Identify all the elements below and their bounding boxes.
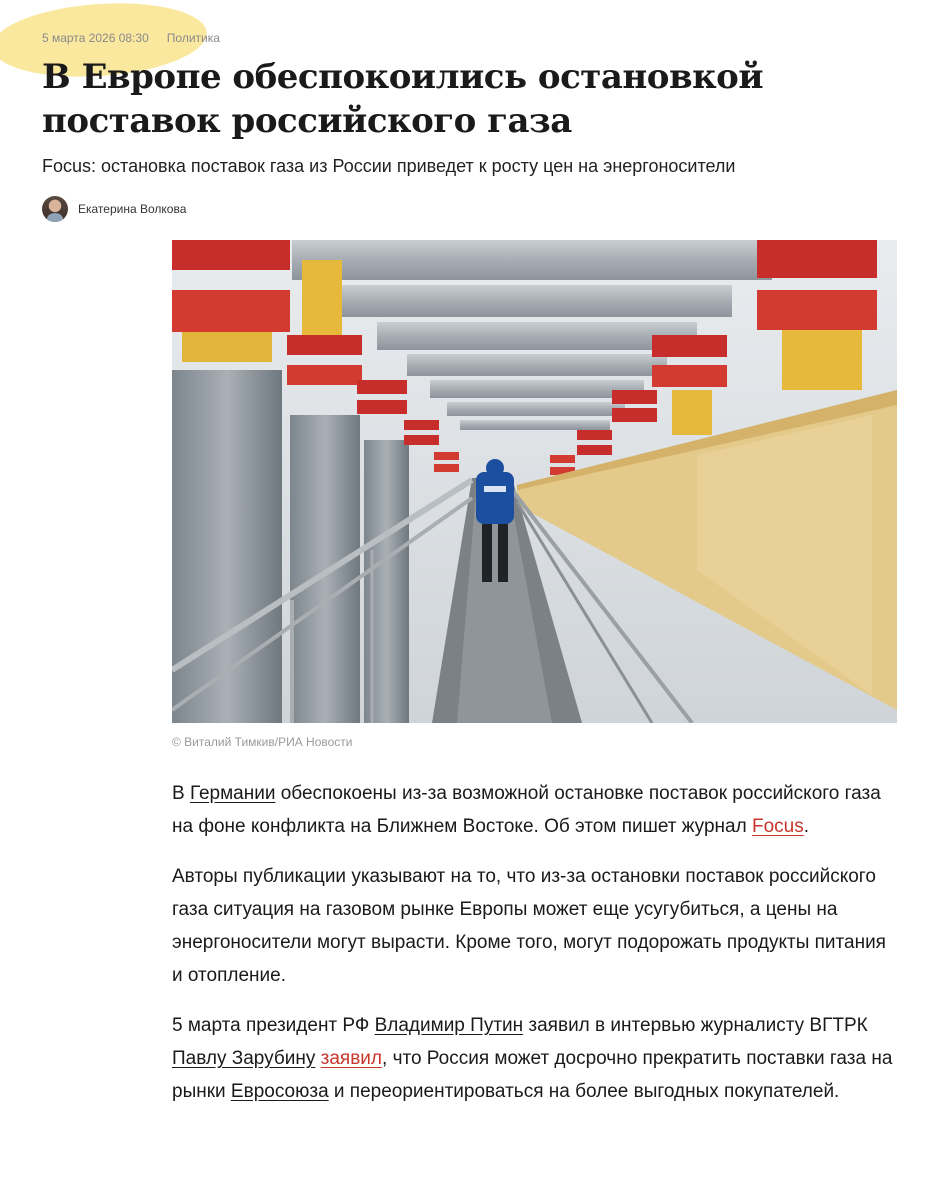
link-focus[interactable]: Focus [751,816,804,837]
link-zarubin[interactable]: Павлу Зарубину [172,1048,316,1069]
article-body [172,777,897,1125]
text: . [803,816,809,837]
rubric-link[interactable]: Политика [166,31,220,45]
link-stated[interactable]: заявил [320,1048,383,1069]
article-photo[interactable] [172,240,897,723]
photo-caption: © Виталий Тимкив/РИА Новости [172,735,353,749]
author-name[interactable]: Екатерина Волкова [78,202,187,216]
paragraph-3 [172,1009,897,1108]
text: В [172,783,190,804]
link-germany[interactable]: Германии [189,783,276,804]
article-subtitle: Focus: остановка поставок газа из России приведет к росту цен на энергоносители [42,156,736,176]
paragraph-1 [172,777,897,843]
article-title: В Европе обеспокоились остановкой поставок российского газа [42,57,764,141]
paragraph-2: Авторы публикации указывают на то, что из-за остановки поставок российского газа ситуация на газовом рынке Европы может еще усугубиться, а цены на энергоносители могут вырасти. Кроме того, могут подорожать продукты питания и отопление. [172,866,886,986]
text: , что Россия может досрочно прекратить поставки газа на рынки [172,1048,893,1102]
text: 5 марта президент РФ [172,1015,375,1036]
text: заявил в интервью журналисту ВГТРК [523,1015,868,1036]
author-avatar-icon[interactable] [42,196,68,222]
article-meta [42,31,220,45]
text: обеспокоены из-за возможной остановке поставок российского газа на фоне конфликта на Ближнем Востоке. Об этом пишет журнал [172,783,881,837]
link-eu[interactable]: Евросоюза [230,1081,329,1102]
author-block[interactable] [42,196,186,222]
text: и переориентироваться на более выгодных покупателей. [328,1081,840,1102]
gas-pipeline-photo-illustration [172,240,897,723]
publish-date: 5 марта 2026 08:30 [42,31,149,45]
link-putin[interactable]: Владимир Путин [374,1015,524,1036]
